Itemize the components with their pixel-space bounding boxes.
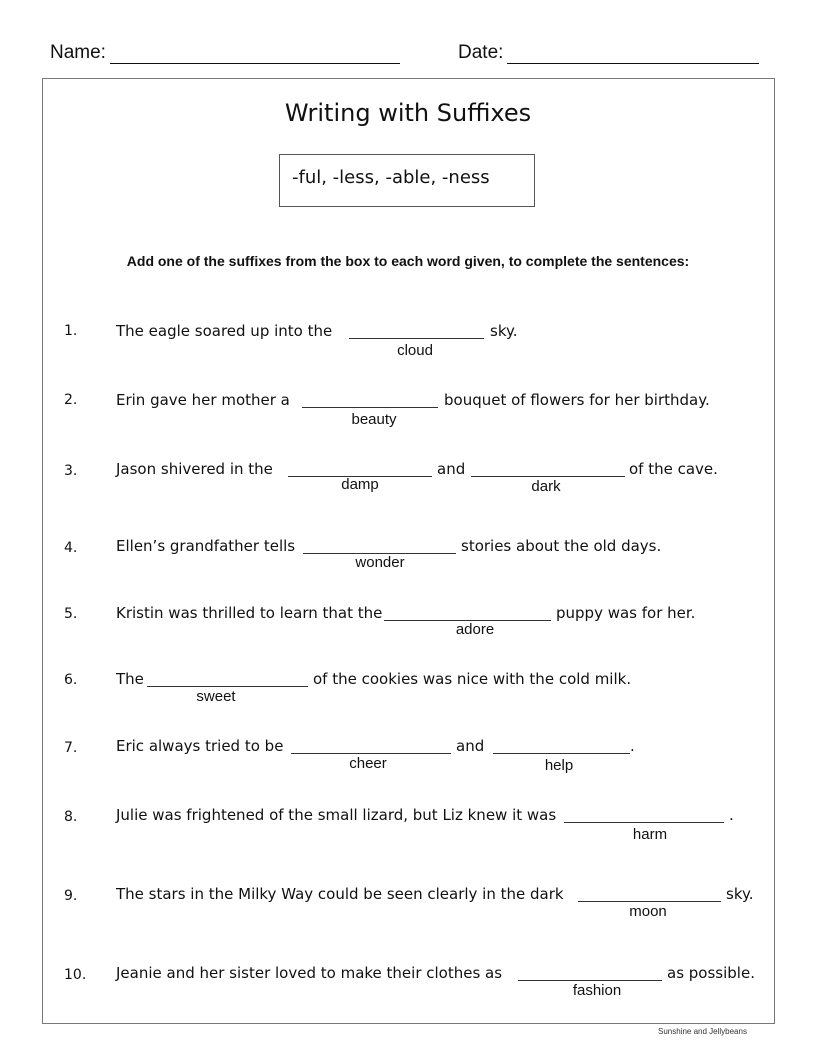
sentence-text: Jeanie and her sister loved to make their clothes as	[116, 964, 503, 982]
item-number: 8.	[64, 809, 78, 825]
sentence-text: bouquet of flowers for her birthday.	[444, 391, 710, 409]
item-number: 7.	[64, 740, 78, 756]
sentence-text: The eagle soared up into the	[116, 322, 333, 340]
sentence-text: as possible.	[667, 964, 755, 982]
sentence-text: Ellen’s grandfather tells	[116, 537, 296, 555]
base-word: cloud	[397, 342, 433, 359]
answer-blank[interactable]	[564, 822, 724, 823]
item-number: 2.	[64, 392, 78, 408]
answer-blank[interactable]	[291, 753, 451, 754]
sentence-text: and	[437, 460, 466, 478]
base-word: moon	[629, 903, 667, 920]
base-word: fashion	[572, 982, 622, 999]
sentence-text: Kristin was thrilled to learn that the	[116, 604, 383, 622]
sentence-text: The stars in the Milky Way could be seen clearly in the dark	[116, 885, 564, 903]
instructions: Add one of the suffixes from the box to each word given, to complete the sentences:	[126, 253, 690, 269]
sentence-text: and	[456, 737, 485, 755]
sentence-text: .	[729, 806, 734, 824]
sentence-text: of the cookies was nice with the cold milk.	[313, 670, 632, 688]
sentence-text: Julie was frightened of the small lizard, but Liz knew it was	[116, 806, 557, 824]
answer-blank[interactable]	[302, 407, 438, 408]
answer-blank[interactable]	[578, 901, 721, 902]
suffix-list: -ful, -less, -able, -ness	[292, 167, 490, 188]
base-word: help	[544, 757, 574, 774]
base-word: beauty	[351, 411, 397, 428]
item-number: 5.	[64, 606, 78, 622]
answer-blank[interactable]	[493, 753, 630, 754]
sentence-text: of the cave.	[629, 460, 718, 478]
sentence-text: sky.	[726, 885, 754, 903]
item-number: 6.	[64, 672, 78, 688]
sentence-text: stories about the old days.	[461, 537, 662, 555]
answer-blank[interactable]	[349, 338, 484, 339]
answer-blank[interactable]	[471, 476, 625, 477]
page-title: Writing with Suffixes	[284, 99, 532, 127]
credit-text: Sunshine and Jellybeans	[658, 1027, 747, 1036]
base-word: harm	[632, 826, 668, 843]
sentence-text: Jason shivered in the	[116, 460, 273, 478]
item-number: 4.	[64, 540, 78, 556]
name-label: Name:	[50, 42, 106, 63]
base-word: cheer	[349, 755, 387, 772]
sentence-text: puppy was for her.	[556, 604, 696, 622]
date-label: Date:	[458, 42, 504, 63]
sentence-text: sky.	[490, 322, 518, 340]
item-number: 1.	[64, 323, 78, 339]
sentence-text: The	[116, 670, 144, 688]
item-number: 9.	[64, 888, 78, 904]
date-field	[458, 42, 759, 64]
date-line[interactable]	[507, 44, 759, 64]
sentence-text: Erin gave her mother a	[116, 391, 290, 409]
name-line[interactable]	[110, 44, 400, 64]
base-word: dark	[531, 478, 561, 495]
base-word: wonder	[355, 554, 405, 571]
sentence-text: Eric always tried to be	[116, 737, 284, 755]
base-word: sweet	[196, 688, 236, 705]
item-number: 3.	[64, 463, 78, 479]
base-word: adore	[455, 621, 495, 638]
answer-blank[interactable]	[147, 686, 308, 687]
suffix-box	[279, 154, 535, 207]
base-word: damp	[341, 476, 379, 493]
name-field	[50, 42, 400, 64]
item-number: 10.	[64, 967, 87, 983]
sentence-text: .	[630, 737, 635, 755]
answer-blank[interactable]	[518, 980, 662, 981]
